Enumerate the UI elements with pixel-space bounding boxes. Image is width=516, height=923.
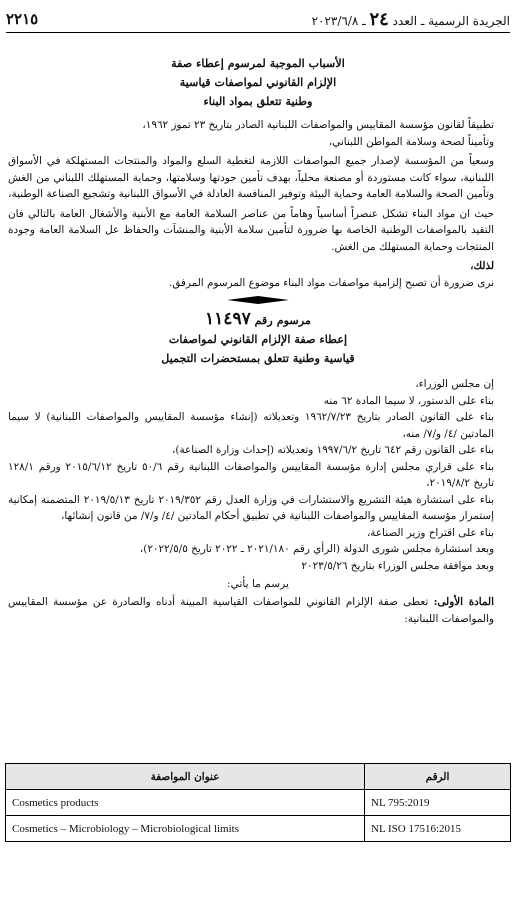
reasons-paragraph: وسعياً من المؤسسة لإصدار جميع المواصفات اللازمة لتغطية السلع والمواد والمنتجات المستهلكة في الأسواق اللبنانية، سواء كانت مستوردة أو مصنعة محلياً، بهدف تأمين جودتها وسلامتها، وحماية المستهلك اللبناني من الغش وتأمين الصحة والسلامة العامة وحماية البيئة وتوفير المنافسة العادلة في الأسواق اللبنانية وتشجيع الصناعة الوطنية، [8, 155, 494, 200]
preamble-line: بناء على القانون الصادر بتاريخ ١٩٦٢/٧/٢٣ وتعديلاته (إنشاء مؤسسة المقاييس والمواصفات اللبنانية) لا سيما المادتين /٤/ و/٧/ منه، [8, 411, 494, 440]
therefore-label: لذلك، [470, 260, 494, 272]
issue-date: ـ ٢٠٢٣/٦/٨ [311, 13, 366, 28]
standard-code: NL 795:2019 [365, 790, 511, 816]
header-title: عنوان المواصفة [6, 764, 365, 790]
page-content [8, 54, 508, 627]
reasons-paragraph: حيث ان مواد البناء تشكل عنصراً أساسياً وهاماً من عناصر السلامة العامة مع الأبنية والأشغال العامة بالتالي فان التقيد بالمواصفات الوطنية الخاصة بها ضرورة لتأمين سلامة الأبنية والمنشآت والحفاظ عل السلامة العامة وجودة المنتجات وحماية المستهلك من الغش. [8, 207, 494, 253]
preamble-line: بناء على الدستور، لا سيما المادة ٦٢ منه [323, 394, 494, 407]
decrees-statement: يرسم ما يأتي: [227, 578, 289, 590]
preamble-line: وبعد استشارة مجلس شورى الدولة (الرأي رقم ٢٠٢١/١٨٠ ـ ٢٠٢٢ تاريخ ٢٠٢٢/٥/٥)، [139, 543, 494, 555]
reasons-title-line: الإلزام القانوني لمواصفات قياسية [179, 75, 337, 89]
page-header [6, 6, 510, 33]
decree-title [8, 330, 508, 368]
table-row [6, 790, 511, 816]
reasons-title-line: الأسباب الموجبة لمرسوم إعطاء صفة [171, 56, 345, 70]
article-one [8, 594, 508, 627]
standards-table [5, 763, 511, 842]
reasons-paragraph: وتأميناً لصحة وسلامة المواطن اللبناني، [328, 135, 494, 148]
page-number: ٢٢١٥ [6, 10, 39, 28]
decree-number-line [8, 310, 508, 330]
journal-label: الجريدة الرسمية ـ العدد [392, 13, 510, 28]
table-row [6, 816, 511, 842]
preamble-line: بناء على القانون رقم ٦٤٢ تاريخ ١٩٩٧/٦/٢ وتعديلاته (إحداث وزارة الصناعة)، [172, 444, 494, 456]
standard-code: NL ISO 17516:2015 [365, 816, 511, 842]
header-code: الرقم [365, 764, 511, 790]
decree-label: مرسوم رقم [254, 313, 311, 327]
preamble-line: إن مجلس الوزراء، [415, 378, 494, 390]
preamble-line: بناء على قراري مجلس إدارة مؤسسة المقاييس والمواصفات اللبنانية رقم ٥٠/٦ تاريخ ٢٠١٥/٦/١٢ ورقم ١٢٨/١ تاريخ ٢٠١٩/٨/٢، [8, 460, 494, 489]
table-header-row [6, 764, 511, 790]
decree-title-line: قياسية وطنية تتعلق بمستحضرات التجميل [161, 351, 355, 365]
preamble-line: وبعد موافقة مجلس الوزراء بتاريخ ٢٠٢٣/٥/٢٦ [301, 559, 494, 572]
issue-number: ٢٤ [369, 8, 389, 30]
reasons-title-line: وطنية تتعلق بمواد البناء [203, 94, 313, 108]
reasons-paragraph: تطبيقاً لقانون مؤسسة المقاييس والمواصفات اللبنانية الصادر بتاريخ ٢٣ تموز ١٩٦٢، [142, 119, 494, 131]
article-one-text: تعطى صفة الإلزام القانوني للمواصفات القياسية المبينة أدناه والصادرة عن مؤسسة المقاييس والمواصفات اللبنانية: [8, 596, 494, 625]
preamble-line: بناء على اقتراح وزير الصناعة، [366, 526, 494, 539]
journal-issue-line [312, 9, 510, 30]
preamble-line: بناء على استشارة هيئة التشريع والاستشارات في وزارة العدل رقم ٢٠١٩/٣٥٢ تاريخ ٢٠١٩/٥/١٣ المتضمنة إمكانية إستمرار مؤسسة المقاييس والمواصفات اللبنانية في تطبيق أحكام المادتين /٤/ و/٧/ من قانون إنشائها، [8, 493, 495, 522]
divider-ornament [227, 296, 289, 304]
reasons-conclusion: نرى ضرورة أن تصبح إلزامية مواصفات مواد البناء موضوع المرسوم المرفق. [168, 276, 494, 289]
standard-title: Cosmetics – Microbiology – Microbiological limits [6, 816, 365, 842]
reasons-title [8, 54, 508, 111]
section-divider [8, 296, 508, 304]
decree-title-line: إعطاء صفة الإلزام القانوني لمواصفات [168, 332, 348, 346]
standard-title: Cosmetics products [6, 790, 365, 816]
article-one-label: المادة الأولى: [433, 596, 494, 608]
decree-number: ١١٤٩٧ [205, 309, 251, 329]
